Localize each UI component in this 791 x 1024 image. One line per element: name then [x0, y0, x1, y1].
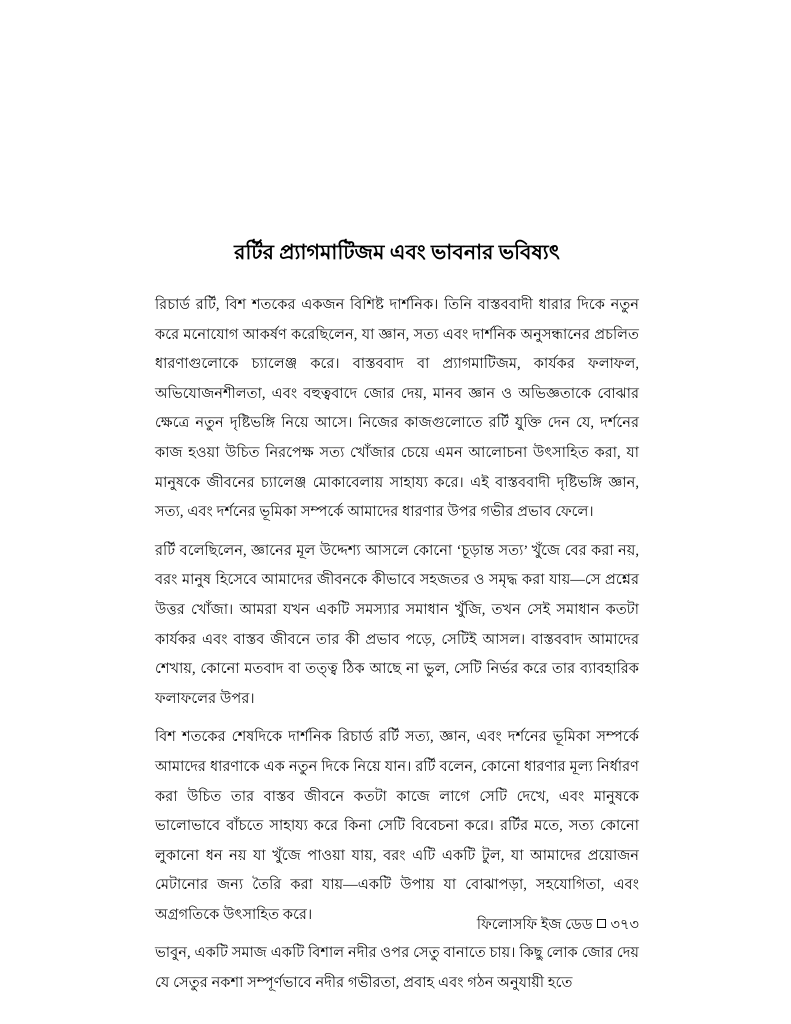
square-box-separator-icon: [597, 919, 606, 928]
body-text-block: [155, 291, 639, 999]
paragraph-1: রিচার্ড রর্টি, বিশ শতকের একজন বিশিষ্ট দার্শনিক। তিনি বাস্তববাদী ধারার দিকে নতুন করে মনোযোগ আকর্ষণ করেছিলেন, যা জ্ঞান, সত্য এবং দার্শনিক অনুসন্ধানের প্রচলিত ধারণাগুলোকে চ্যালেঞ্জ করে। বাস্তববাদ বা প্র্যাগমাটিজম, কার্যকর ফলাফল, অভিযোজনশীলতা, এবং বহুত্ববাদে জোর দেয়, মানব জ্ঞান ও অভিজ্ঞতাকে বোঝার ক্ষেত্রে নতুন দৃষ্টিভঙ্গি নিয়ে আসে। নিজের কাজগুলোতে রর্টি যুক্তি দেন যে, দর্শনের কাজ হওয়া উচিত নিরপেক্ষ সত্য খোঁজার চেয়ে এমন আলোচনা উৎসাহিত করা, যা মানুষকে জীবনের চ্যালেঞ্জ মোকাবেলায় সাহায্য করে। এই বাস্তববাদী দৃষ্টিভঙ্গি জ্ঞান, সত্য, এবং দর্শনের ভূমিকা সম্পর্কে আমাদের ধারণার উপর গভীর প্রভাব ফেলে।: [155, 297, 639, 521]
paragraph-2: রর্টি বলেছিলেন, জ্ঞানের মূল উদ্দেশ্য আসলে কোনো ‘চূড়ান্ত সত্য’ খুঁজে বের করা নয়, বরং মানুষ হিসেবে আমাদের জীবনকে কীভাবে সহজতর ও সমৃদ্ধ করা যায়—সে প্রশ্নের উত্তর খোঁজা। আমরা যখন একটি সমস্যার সমাধান খুঁজি, তখন সেই সমাধান কতটা কার্যকর এবং বাস্তব জীবনে তার কী প্রভাব পড়ে, সেটিই আসল। বাস্তববাদ আমাদের শেখায়, কোনো মতবাদ বা তত্ত্ব ঠিক আছে না ভুল, সেটি নির্ভর করে তার ব্যাবহারিক ফলাফলের উপর।: [155, 542, 639, 707]
paragraph-3: বিশ শতকের শেষদিকে দার্শনিক রিচার্ড রর্টি সত্য, জ্ঞান, এবং দর্শনের ভূমিকা সম্পর্কে আমাদের ধারণাকে এক নতুন দিকে নিয়ে যান। রর্টি বলেন, কোনো ধারণার মূল্য নির্ধারণ করা উচিত তার বাস্তব জীবনে কতটা কাজে লাগে সেটি দেখে, এবং মানুষকে ভালোভাবে বাঁচতে সাহায্য করে কিনা সেটি বিবেচনা করে। রর্টির মতে, সত্য কোনো লুকানো ধন নয় যা খুঁজে পাওয়া যায়, বরং এটি একটি টুল, যা আমাদের প্রয়োজন মেটানোর জন্য তৈরি করা যায়—একটি উপায় যা বোঝাপড়া, সহযোগিতা, এবং অগ্রগতিকে উৎসাহিত করে।: [155, 729, 639, 923]
paragraph-4: ভাবুন, একটি সমাজ একটি বিশাল নদীর ওপর সেতু বানাতে চায়। কিছু লোক জোর দেয় যে সেতুর নকশা সম্পূর্ণভাবে নদীর গভীরতা, প্রবাহ এবং গঠন অনুযায়ী হতে: [155, 945, 639, 992]
page-footer: [155, 914, 639, 936]
footer-page-number: ৩৭৩: [610, 917, 639, 933]
page-title: রর্টির প্র্যাগমাটিজম এবং ভাবনার ভবিষ্যৎ: [234, 241, 560, 264]
footer-book-title: ফিলোসফি ইজ ডেড: [476, 917, 593, 933]
